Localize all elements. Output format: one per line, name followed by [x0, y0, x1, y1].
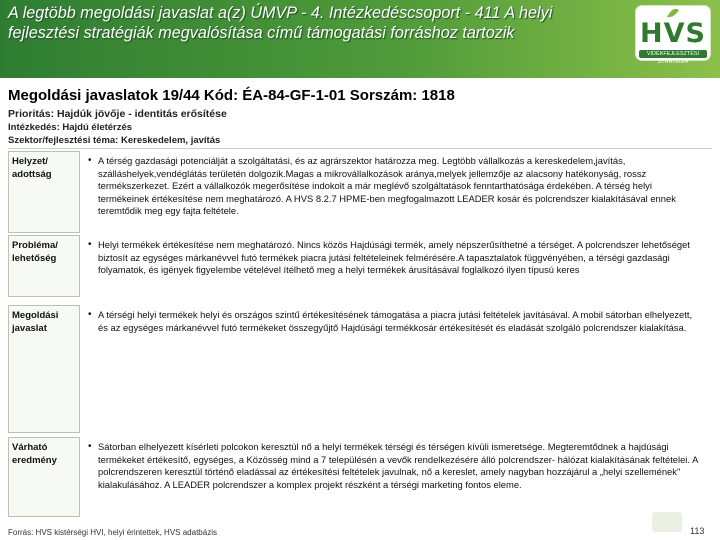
source-footer: Forrás: HVS kistérségi HVI, helyi érintettek, HVS adatbázis — [8, 528, 217, 537]
row-text: A térség gazdasági potenciálját a szolgáltatási, és az agrárszektor határozza meg. Legtöbb vállalkozás a kereskedelem,javítás, szálláshelyek,vendéglátás területén dolgozik.Magas a mikrovállalkozások aránya,melyek jellemzője az alacsony hatékonyság, rossz termékszerkezet. Ezért a vállalkozók megerősítése indokolt a már meglévő szolgáltatások fenntarthatósága érdekében. A térség helyi termékeinek értékesítése nem meghatározó. A HVS 8.2.7 HPME-ben megfogalmazott LEADER kosár és polcrendszer kialakításával ennek teremtődik meg egy fajta feltétele. — [98, 155, 676, 217]
bullet-icon: • — [88, 309, 92, 320]
priority-line: Prioritás: Hajdúk jövője - identitás erősítése — [8, 108, 227, 120]
bullet-icon: • — [88, 155, 92, 166]
row-label: Várható eredmény — [8, 437, 80, 517]
leaf-icon — [666, 8, 680, 18]
hvs-logo — [636, 6, 710, 65]
row-label: Helyzet/ adottság — [8, 151, 80, 233]
row-text: Helyi termékek értékesítése nem meghatározó. Nincs közös Hajdúsági termék, amely népszerűsíthetné a térséget. A polcrendszer lehetőséget biztosít az egységes márkanévvel futó termékek piacra jutási feltételeinek felmérésére.A tapasztalatok függvényében, a térségi gazdasági folyamatok, és igények figyelembe vételével ítélhető meg a helyi termékek árusításával foglalkozó ilyen típusú keres — [98, 239, 690, 276]
solution-table — [8, 148, 712, 490]
bullet-icon: • — [88, 239, 92, 250]
footer-logo — [652, 512, 682, 532]
row-text: A térségi helyi termékek helyi és országos szintű értékesítésének támogatása a piacra jutási feltételek javításával. A mobil sátorban elhelyezett, és az egységes márkanévvel futó termékeket összegyűjtő Hajdúsági termékkosár értékesítését és eladását szolgáló polcrendszer kialakítása. — [98, 309, 693, 333]
table-row — [8, 437, 712, 517]
solution-headline: Megoldási javaslatok 19/44 Kód: ÉA-84-GF-1-01 Sorszám: 1818 — [8, 87, 455, 104]
table-row — [8, 305, 712, 433]
bullet-icon: • — [88, 441, 92, 452]
logo-text: HVS — [640, 18, 706, 49]
sector-line: Szektor/fejlesztési téma: Kereskedelem, javítás — [8, 135, 221, 146]
page-number: 113 — [690, 526, 705, 536]
row-label: Megoldási javaslat — [8, 305, 80, 433]
logo-subtext: VIDÉKFEJLESZTÉSI STRATÉGIA — [646, 51, 700, 65]
table-row — [8, 235, 712, 297]
page-title: A legtöbb megoldási javaslat a(z) ÚMVP - 4. Intézkedéscsoport - 411 A helyi fejlesztési stratégiák megvalósítása című támogatási forráshoz tartozik — [8, 4, 553, 42]
measure-line: Intézkedés: Hajdú életérzés — [8, 122, 133, 133]
row-label: Probléma/ lehetőség — [8, 235, 80, 297]
header-banner — [0, 0, 720, 78]
table-row — [8, 151, 712, 233]
row-text: Sátorban elhelyezett kísérleti polcokon keresztül nő a helyi termékek térségi és térségen kívüli ismeretsége. Megteremtődnek a hajdúsági termékeket értékesítő, egységes, a Közösség mind a 7 településén a vevők rendelkezésére álló polcrendszer- hálózat kialakításának feltételei. A polcrendszeren keresztül történő eladással az értékesítési feltételek javulnak, nő a kereslet, amely nagyban hozzájárul a „helyi szellemének" kialakulásához. A LEADER polcrendszer a komplex projekt részként a térségi marketing fontos eleme. — [98, 441, 698, 490]
